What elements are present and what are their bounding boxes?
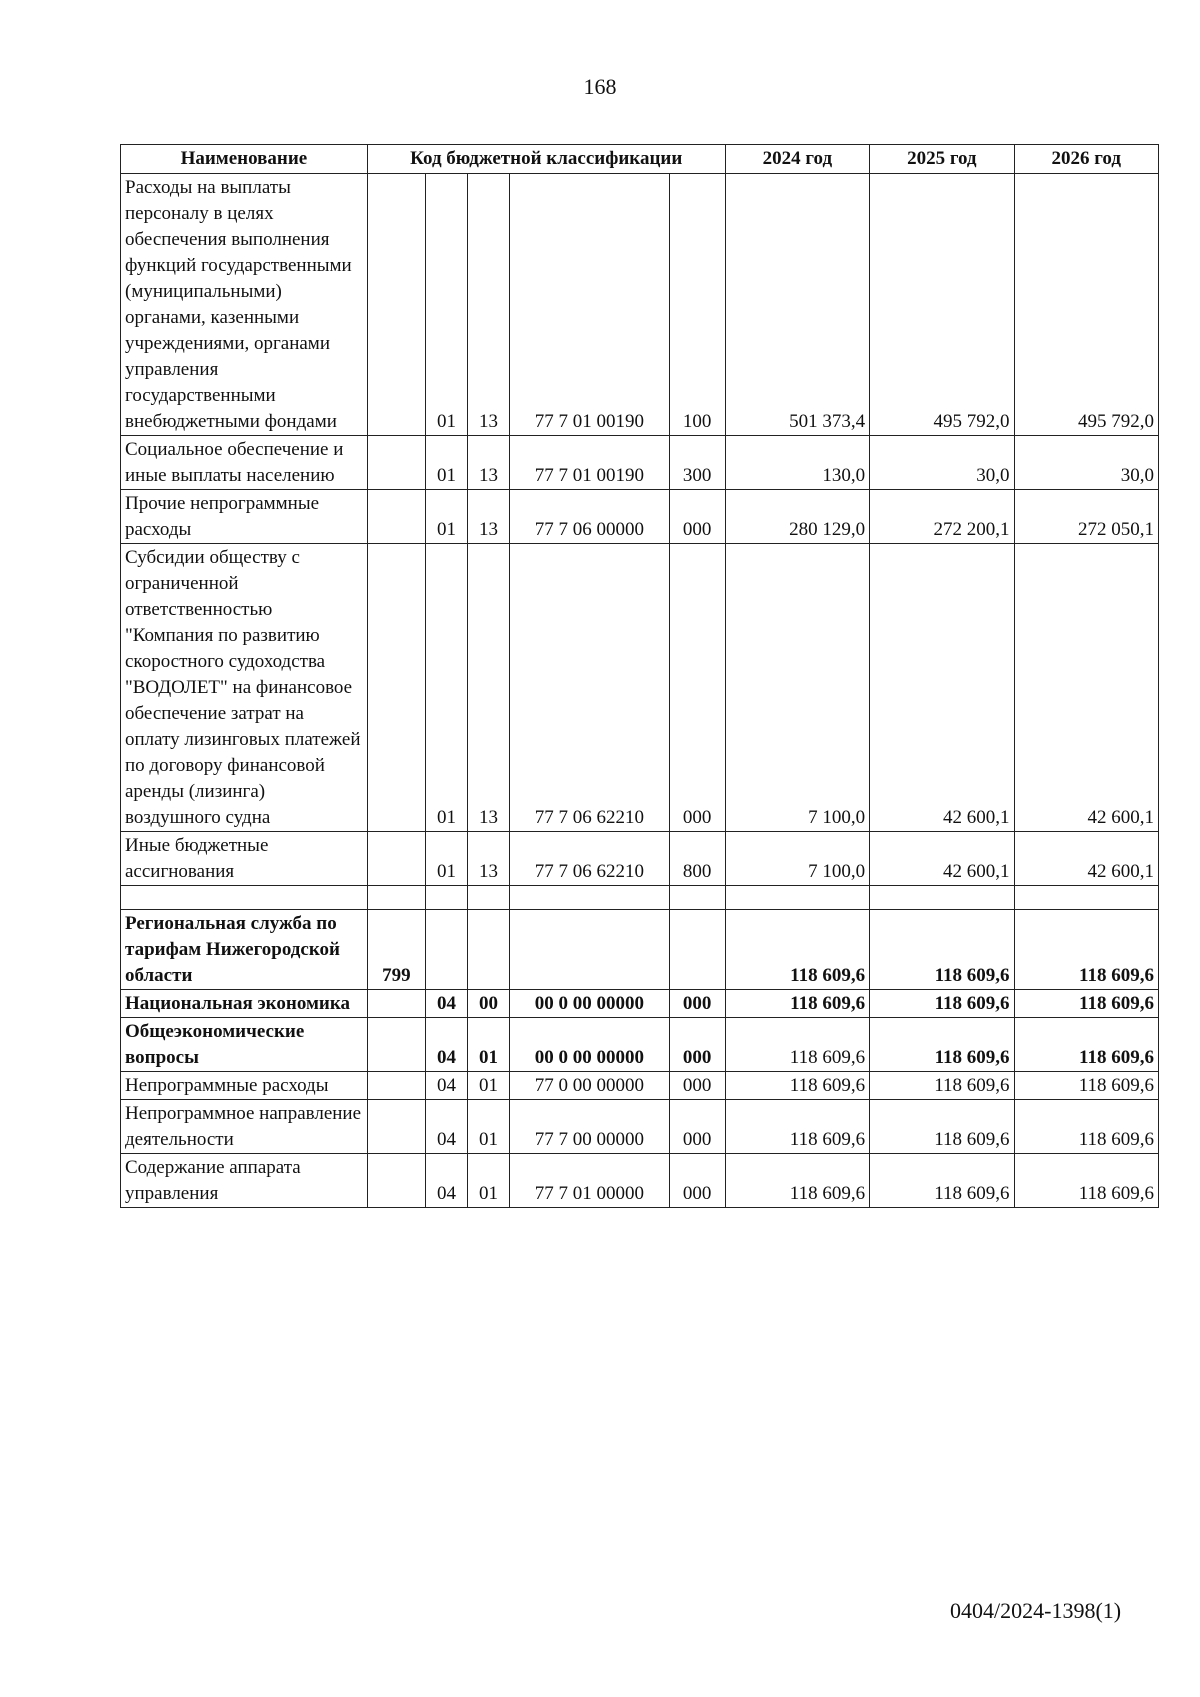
code-subsection — [468, 886, 510, 910]
value-2026: 118 609,6 — [1014, 990, 1158, 1018]
value-2024: 118 609,6 — [725, 1018, 869, 1072]
value-2025: 118 609,6 — [870, 910, 1014, 990]
code-section: 04 — [426, 1154, 468, 1208]
code-grbs — [367, 1018, 425, 1072]
table-row — [121, 1100, 1159, 1154]
code-subsection: 01 — [468, 1154, 510, 1208]
value-2026: 42 600,1 — [1014, 832, 1158, 886]
value-2026: 30,0 — [1014, 436, 1158, 490]
code-section — [426, 886, 468, 910]
value-2026: 118 609,6 — [1014, 1100, 1158, 1154]
code-grbs — [367, 1072, 425, 1100]
code-target — [510, 910, 670, 990]
row-name: Региональная служба по тарифам Нижегородской области — [121, 910, 368, 990]
table-row — [121, 1072, 1159, 1100]
code-type — [669, 910, 725, 990]
code-grbs — [367, 886, 425, 910]
code-section: 01 — [426, 544, 468, 832]
document-code: 0404/2024-1398(1) — [950, 1598, 1122, 1623]
row-name: Содержание аппарата управления — [121, 1154, 368, 1208]
code-subsection: 01 — [468, 1018, 510, 1072]
table-row — [121, 490, 1159, 544]
code-target: 00 0 00 00000 — [510, 1018, 670, 1072]
code-section — [426, 910, 468, 990]
header-row — [121, 145, 1159, 174]
value-2026: 495 792,0 — [1014, 174, 1158, 436]
table-row — [121, 1018, 1159, 1072]
code-target: 77 7 01 00190 — [510, 436, 670, 490]
row-name: Прочие непрограммные расходы — [121, 490, 368, 544]
code-grbs: 799 — [367, 910, 425, 990]
code-target: 77 0 00 00000 — [510, 1072, 670, 1100]
code-section: 04 — [426, 1100, 468, 1154]
code-type: 300 — [669, 436, 725, 490]
code-target: 77 7 06 00000 — [510, 490, 670, 544]
value-2024: 7 100,0 — [725, 544, 869, 832]
empty-row — [121, 886, 1159, 910]
value-2024: 118 609,6 — [725, 1072, 869, 1100]
code-section: 04 — [426, 990, 468, 1018]
code-section: 01 — [426, 174, 468, 436]
value-2025: 118 609,6 — [870, 1154, 1014, 1208]
code-subsection — [468, 910, 510, 990]
code-subsection: 13 — [468, 832, 510, 886]
code-type: 100 — [669, 174, 725, 436]
value-2025: 495 792,0 — [870, 174, 1014, 436]
value-2024: 118 609,6 — [725, 910, 869, 990]
value-2025: 42 600,1 — [870, 544, 1014, 832]
row-name: Расходы на выплаты персоналу в целях обеспечения выполнения функций государственными (муниципальными) органами, казенными учреждениями, органами управления государственными внебюджетными фондами — [121, 174, 368, 436]
header-code: Код бюджетной классификации — [367, 145, 725, 174]
code-grbs — [367, 436, 425, 490]
value-2025: 118 609,6 — [870, 1018, 1014, 1072]
code-section: 04 — [426, 1018, 468, 1072]
value-2025: 30,0 — [870, 436, 1014, 490]
code-subsection: 13 — [468, 544, 510, 832]
code-grbs — [367, 490, 425, 544]
value-2024: 501 373,4 — [725, 174, 869, 436]
code-grbs — [367, 990, 425, 1018]
value-2024 — [725, 886, 869, 910]
value-2025: 42 600,1 — [870, 832, 1014, 886]
code-type: 000 — [669, 1100, 725, 1154]
header-2026: 2026 год — [1014, 145, 1158, 174]
row-name — [121, 886, 368, 910]
code-type — [669, 886, 725, 910]
page-number: 168 — [583, 74, 617, 99]
code-subsection: 01 — [468, 1072, 510, 1100]
table-row — [121, 832, 1159, 886]
table-row — [121, 544, 1159, 832]
row-name: Субсидии обществу с ограниченной ответственностью "Компания по развитию скоростного судоходства "ВОДОЛЕТ" на финансовое обеспечение затрат на оплату лизинговых платежей по договору финансовой аренды (лизинга) воздушного судна — [121, 544, 368, 832]
code-section: 01 — [426, 490, 468, 544]
value-2026: 118 609,6 — [1014, 1154, 1158, 1208]
code-target: 77 7 00 00000 — [510, 1100, 670, 1154]
table-row — [121, 1154, 1159, 1208]
row-name: Социальное обеспечение и иные выплаты населению — [121, 436, 368, 490]
value-2024: 118 609,6 — [725, 990, 869, 1018]
value-2026 — [1014, 886, 1158, 910]
header-2024: 2024 год — [725, 145, 869, 174]
value-2025: 272 200,1 — [870, 490, 1014, 544]
value-2025: 118 609,6 — [870, 990, 1014, 1018]
code-section: 04 — [426, 1072, 468, 1100]
code-type: 000 — [669, 990, 725, 1018]
value-2026: 42 600,1 — [1014, 544, 1158, 832]
code-subsection: 13 — [468, 436, 510, 490]
code-grbs — [367, 544, 425, 832]
row-name: Непрограммное направление деятельности — [121, 1100, 368, 1154]
header-2025: 2025 год — [870, 145, 1014, 174]
table-row — [121, 436, 1159, 490]
code-target: 77 7 01 00000 — [510, 1154, 670, 1208]
table-row — [121, 174, 1159, 436]
value-2025: 118 609,6 — [870, 1072, 1014, 1100]
code-type: 000 — [669, 1018, 725, 1072]
code-grbs — [367, 832, 425, 886]
value-2025: 118 609,6 — [870, 1100, 1014, 1154]
header-name: Наименование — [121, 145, 368, 174]
value-2024: 280 129,0 — [725, 490, 869, 544]
code-target: 77 7 06 62210 — [510, 832, 670, 886]
code-type: 000 — [669, 490, 725, 544]
code-grbs — [367, 174, 425, 436]
code-type: 000 — [669, 544, 725, 832]
code-subsection: 13 — [468, 174, 510, 436]
value-2024: 7 100,0 — [725, 832, 869, 886]
code-target: 77 7 01 00190 — [510, 174, 670, 436]
value-2024: 118 609,6 — [725, 1100, 869, 1154]
row-name: Непрограммные расходы — [121, 1072, 368, 1100]
code-target — [510, 886, 670, 910]
value-2026: 272 050,1 — [1014, 490, 1158, 544]
code-section: 01 — [426, 832, 468, 886]
code-type: 000 — [669, 1154, 725, 1208]
row-name: Иные бюджетные ассигнования — [121, 832, 368, 886]
code-target: 77 7 06 62210 — [510, 544, 670, 832]
value-2024: 118 609,6 — [725, 1154, 869, 1208]
value-2026: 118 609,6 — [1014, 910, 1158, 990]
row-name: Национальная экономика — [121, 990, 368, 1018]
code-subsection: 13 — [468, 490, 510, 544]
value-2026: 118 609,6 — [1014, 1018, 1158, 1072]
code-grbs — [367, 1154, 425, 1208]
code-type: 000 — [669, 1072, 725, 1100]
code-subsection: 01 — [468, 1100, 510, 1154]
table-row — [121, 990, 1159, 1018]
budget-table — [120, 144, 1159, 1208]
row-name: Общеэкономические вопросы — [121, 1018, 368, 1072]
code-section: 01 — [426, 436, 468, 490]
code-target: 00 0 00 00000 — [510, 990, 670, 1018]
table-row — [121, 910, 1159, 990]
code-type: 800 — [669, 832, 725, 886]
value-2025 — [870, 886, 1014, 910]
value-2026: 118 609,6 — [1014, 1072, 1158, 1100]
value-2024: 130,0 — [725, 436, 869, 490]
code-grbs — [367, 1100, 425, 1154]
code-subsection: 00 — [468, 990, 510, 1018]
